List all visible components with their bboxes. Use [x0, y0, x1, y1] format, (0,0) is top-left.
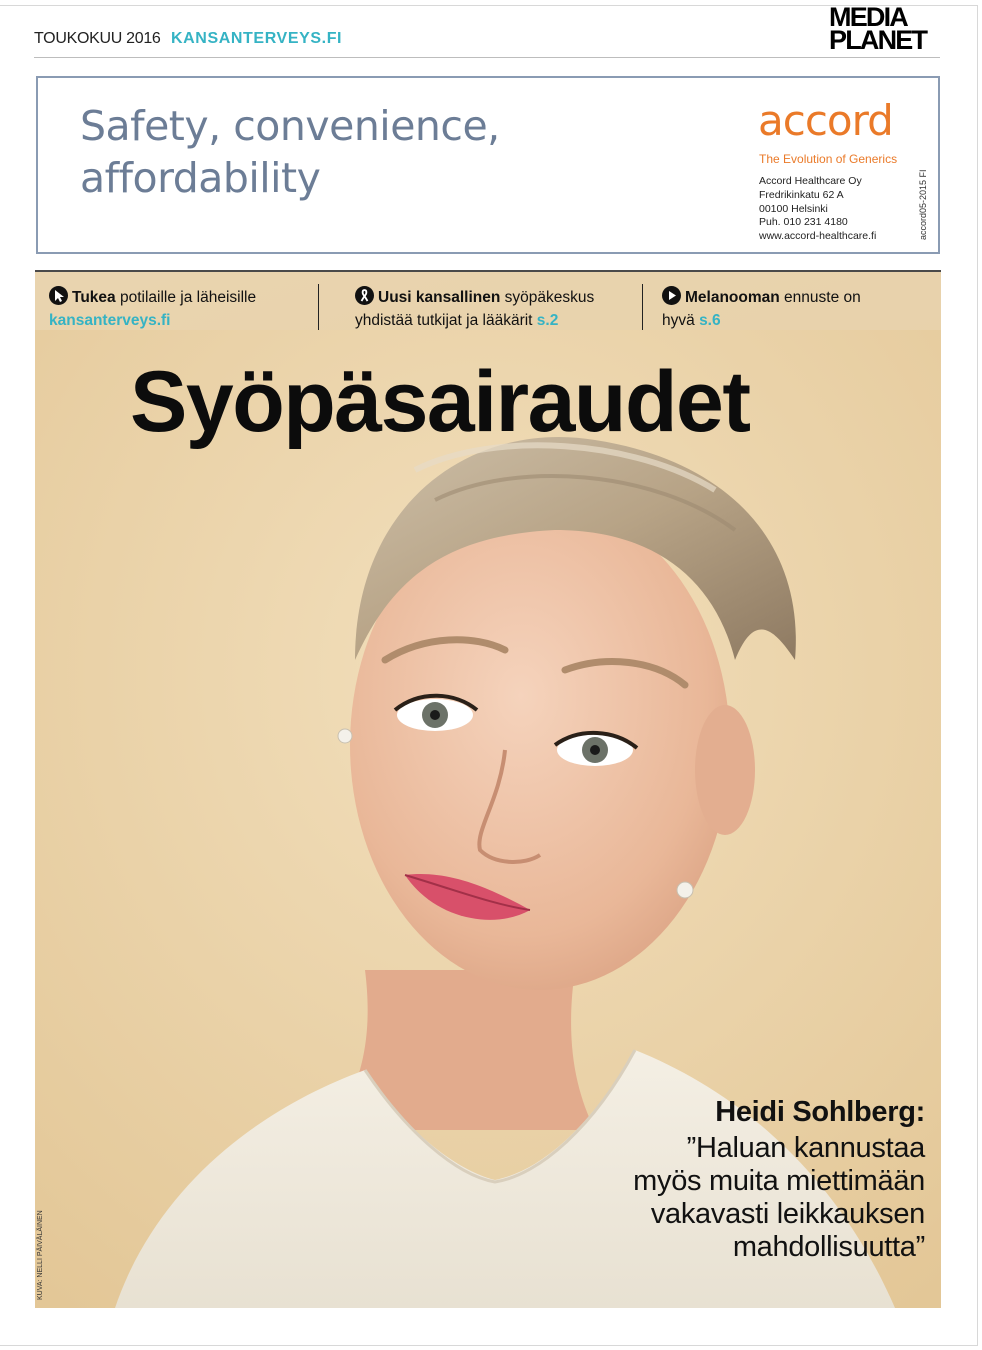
teaser-cancer-center-line2: yhdistää tutkijat ja lääkärit: [355, 312, 537, 329]
play-icon: [662, 286, 681, 305]
teaser-melanoma[interactable]: [662, 286, 861, 332]
accord-logo: accord: [758, 96, 893, 145]
site-link[interactable]: KANSANTERVEYS.FI: [171, 30, 343, 47]
quote-line-2: myös muita miettimään: [633, 1165, 925, 1197]
ad-headline-line-2: affordability: [80, 154, 321, 202]
teaser-cancer-center[interactable]: [355, 286, 594, 332]
ad-phone: Puh. 010 231 4180: [759, 216, 848, 229]
quote-name: Heidi Sohlberg:: [715, 1096, 925, 1128]
header-divider: [34, 57, 940, 58]
ad-company: Accord Healthcare Oy: [759, 175, 862, 187]
ad-street: Fredrikinkatu 62 A: [759, 188, 844, 201]
ad-address: [759, 175, 876, 244]
teaser-cancer-center-text: syöpäkeskus: [500, 289, 595, 306]
teaser-melanoma-text: ennuste on: [779, 289, 861, 306]
ad-code: accord05-2015 FI: [918, 169, 928, 240]
ribbon-icon: [355, 286, 374, 305]
issue-date: TOUKOKUU 2016: [34, 30, 161, 47]
teaser-support-text: potilaille ja läheisille: [115, 289, 257, 306]
logo-line-2: PLANET: [829, 25, 927, 55]
ad-headline-line-1: Safety, convenience,: [80, 102, 500, 150]
ad-city: 00100 Helsinki: [759, 202, 828, 215]
teaser-support-bold: Tukea: [72, 289, 116, 306]
media-planet-logo: [829, 2, 927, 55]
cursor-icon: [49, 286, 68, 305]
quote-text: [633, 1132, 925, 1264]
cover-title: Syöpäsairaudet: [130, 354, 750, 450]
accord-advertisement[interactable]: [36, 76, 940, 254]
teaser-cancer-center-bold: Uusi kansallinen: [378, 289, 501, 306]
ad-tagline: The Evolution of Generics: [759, 152, 898, 166]
ad-website-link[interactable]: www.accord-healthcare.fi: [759, 230, 877, 243]
photo-credit: KUVA: NELLI PÄIVÄLÄINEN: [37, 1210, 44, 1300]
teaser-divider: [642, 284, 643, 334]
cover: [35, 270, 941, 1308]
ad-headline: [80, 100, 500, 204]
logo-line-1: MEDIA: [829, 2, 907, 32]
quote-line-3: vakavasti leikkauksen: [650, 1198, 925, 1230]
teaser-melanoma-bold: Melanooman: [685, 289, 780, 306]
teaser-cancer-center-ref[interactable]: s.2: [536, 312, 559, 329]
teaser-melanoma-line2: hyvä: [662, 312, 700, 329]
teaser-support-ref[interactable]: kansanterveys.fi: [49, 312, 171, 329]
teaser-divider: [318, 284, 319, 334]
teaser-melanoma-ref[interactable]: s.6: [699, 312, 721, 329]
quote-line-4: mahdollisuutta”: [732, 1231, 925, 1263]
quote-line-1: ”Haluan kannustaa: [686, 1132, 925, 1164]
teaser-support[interactable]: [49, 286, 256, 332]
